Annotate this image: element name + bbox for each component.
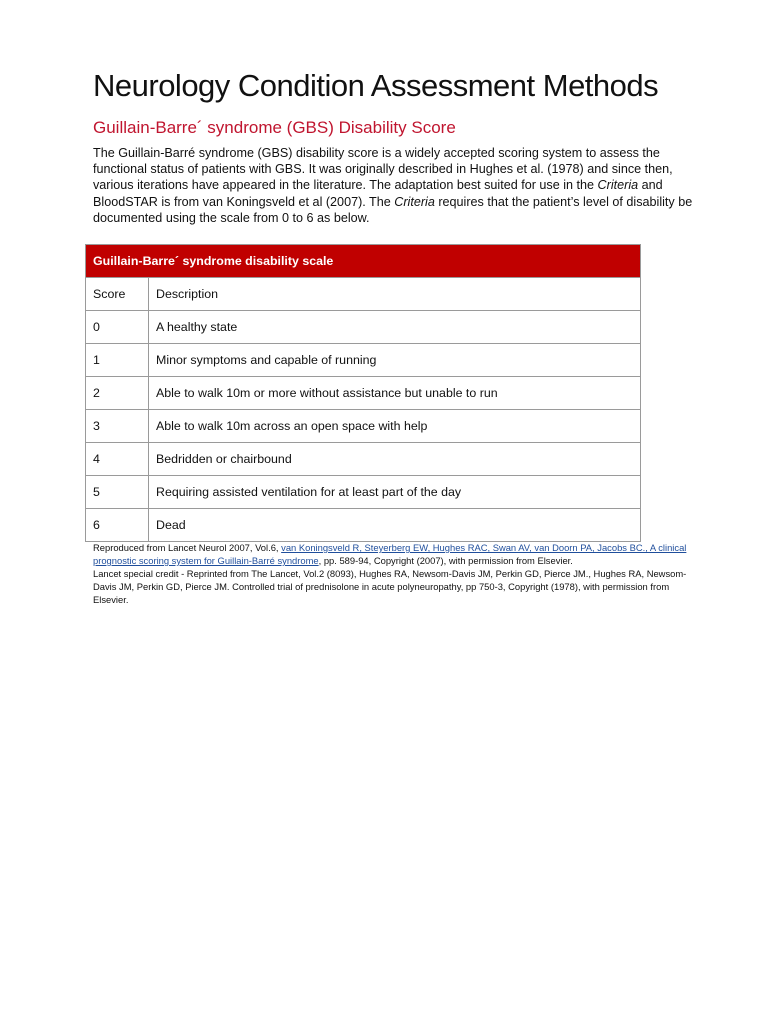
description-cell: Bedridden or chairbound [149, 443, 641, 476]
footnote-line-2: Lancet special credit - Reprinted from The Lancet, Vol.2 (8093), Hughes RA, Newsom-Davis JM, Perkin GD, Pierce JM., Hughes RA, Newsom-Davis JM, Perkin GD, Pierce JM. Controlled trial of prednisolone in acute polyneuropathy, pp 750-3, Copyright (1978), with permission from Elsevier. [93, 568, 687, 605]
description-cell: Dead [149, 509, 641, 542]
score-cell: 1 [86, 344, 149, 377]
footnote-line-1 [93, 541, 693, 567]
description-cell: Able to walk 10m across an open space with help [149, 410, 641, 443]
table-row [86, 311, 641, 344]
table-caption: Guillain-Barre´ syndrome disability scale [86, 245, 641, 278]
score-cell: 6 [86, 509, 149, 542]
description-cell: Able to walk 10m or more without assistance but unable to run [149, 377, 641, 410]
intro-text-3: requires that the patient’s level of disability be documented using the scale from 0 to 6 as below. [93, 194, 693, 225]
table-caption-row [86, 245, 641, 278]
table-row [86, 476, 641, 509]
header-description: Description [149, 278, 641, 311]
description-cell: Requiring assisted ventilation for at least part of the day [149, 476, 641, 509]
section-heading: Guillain-Barre´ syndrome (GBS) Disability Score [93, 118, 456, 137]
intro-criteria-1: Criteria [597, 178, 639, 193]
footnote-suffix: , pp. 589-94, Copyright (2007), with permission from Elsevier. [318, 555, 573, 566]
score-cell: 4 [86, 443, 149, 476]
table-row [86, 443, 641, 476]
header-score: Score [86, 278, 149, 311]
table-row [86, 377, 641, 410]
disability-scale-table [85, 244, 641, 542]
reference-footnote [93, 541, 693, 606]
footnote-prefix: Reproduced from Lancet Neurol 2007, Vol.6, [93, 542, 282, 553]
intro-text-2: and BloodSTAR is from van Koningsveld et al (2007). The [93, 178, 663, 209]
intro-text-1: The Guillain-Barré syndrome (GBS) disability score is a widely accepted scoring system to assess the functional status of patients with GBS. It was originally described in Hughes et al. (1978) and since then, various iterations have appeared in the literature. The adaptation best suited for use in the [93, 146, 673, 193]
reference-link[interactable]: van Koningsveld R, Steyerberg EW, Hughes RAC, Swan AV, van Doorn PA, Jacobs BC., A clinical prognostic scoring system for Guillain-Barré syndrome [93, 542, 687, 566]
score-cell: 5 [86, 476, 149, 509]
table-row [86, 344, 641, 377]
description-cell: A healthy state [149, 311, 641, 344]
table-header-row [86, 278, 641, 311]
score-cell: 0 [86, 311, 149, 344]
table-row [86, 410, 641, 443]
page-title: Neurology Condition Assessment Methods [93, 68, 659, 103]
description-cell: Minor symptoms and capable of running [149, 344, 641, 377]
intro-paragraph [93, 145, 703, 226]
table-row [86, 509, 641, 542]
score-cell: 2 [86, 377, 149, 410]
intro-criteria-2: Criteria [394, 194, 435, 209]
score-cell: 3 [86, 410, 149, 443]
